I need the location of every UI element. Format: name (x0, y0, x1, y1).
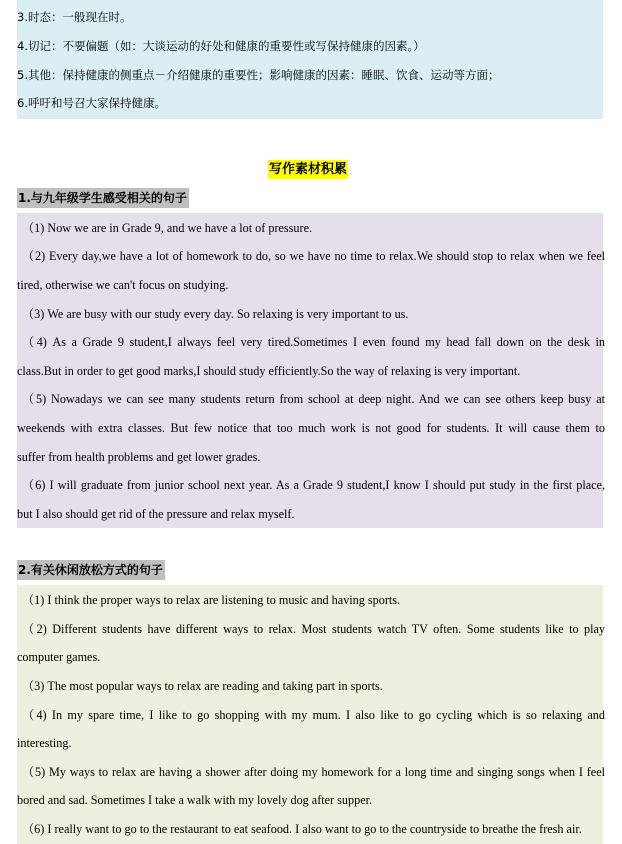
sentence-line: （1) I think the proper ways to relax are listening to music and having sports. (22, 593, 401, 607)
note-line: 6.呼吁和号召大家保持健康。 (17, 96, 166, 110)
part1-box (17, 213, 603, 528)
sentence-line: （6) I will graduate from junior school next year. As a Grade 9 student,I know I should put study in the first place, (22, 478, 605, 492)
note-line: 4.切记：不要偏题（如：大谈运动的好处和健康的重要性或写保持健康的因素。） (17, 39, 425, 53)
sentence-line: suffer from health problems and get lower grades. (17, 450, 261, 464)
sentence-line: computer games. (17, 650, 101, 664)
note-line: 5.其他：保持健康的侧重点－介绍健康的重要性；影响健康的因素：睡眠、饮食、运动等方面； (17, 68, 500, 82)
sentence-line: （6) I really want to go to the restaurant to eat seafood. I also want to go to the countryside to breathe the fresh air. (22, 822, 582, 836)
sentence-line: （2) Different students have different ways to relax. Most students watch TV often. Some students like to play (22, 622, 605, 636)
note-line: 3.时态：一般现在时。 (17, 10, 132, 24)
sentence-line: （2) Every day,we have a lot of homework to do, so we have no time to relax.We should stop to relax when we feel (22, 249, 605, 263)
sentence-line: interesting. (17, 736, 72, 750)
sentence-line: （3) We are busy with our study every day. So relaxing is very important to us. (22, 307, 409, 321)
sentence-line: but I also should get rid of the pressure and relax myself. (17, 507, 295, 521)
notes-box (17, 0, 603, 119)
sentence-line: bored and sad. Sometimes I take a walk with my lovely dog after supper. (17, 793, 373, 807)
sentence-line: tired, otherwise we can't focus on studying. (17, 278, 229, 292)
sentence-line: weekends with extra classes. But few notice that too much work is not good for students. It will cause them to (17, 421, 605, 435)
sentence-line: （5) Nowadays we can see many students return from school at deep night. And we can see others keep busy at (22, 392, 605, 406)
part2-heading: 2.有关休闲放松方式的句子 (17, 560, 165, 580)
section-title: 写作素材积累 (269, 162, 348, 177)
sentence-line: （4) In my spare time, I like to go shopping with my mum. I also like to go cycling which is so relaxing and (22, 708, 605, 722)
sentence-line: （1) Now we are in Grade 9, and we have a lot of pressure. (22, 221, 313, 235)
part2-box (17, 585, 603, 844)
sentence-line: class.But in order to get good marks,I should study efficiently.So the way of relaxing is very important. (17, 364, 521, 378)
sentence-line: （3) The most popular ways to relax are reading and taking part in sports. (22, 679, 383, 693)
sentence-line: （4) As a Grade 9 student,I always feel very tired.Sometimes I even found my head fall down on the desk in (22, 335, 605, 349)
part1-heading: 1.与九年级学生感受相关的句子 (17, 188, 189, 208)
sentence-line: （5) My ways to relax are having a shower after doing my homework for a long time and singing songs when I feel (22, 765, 605, 779)
